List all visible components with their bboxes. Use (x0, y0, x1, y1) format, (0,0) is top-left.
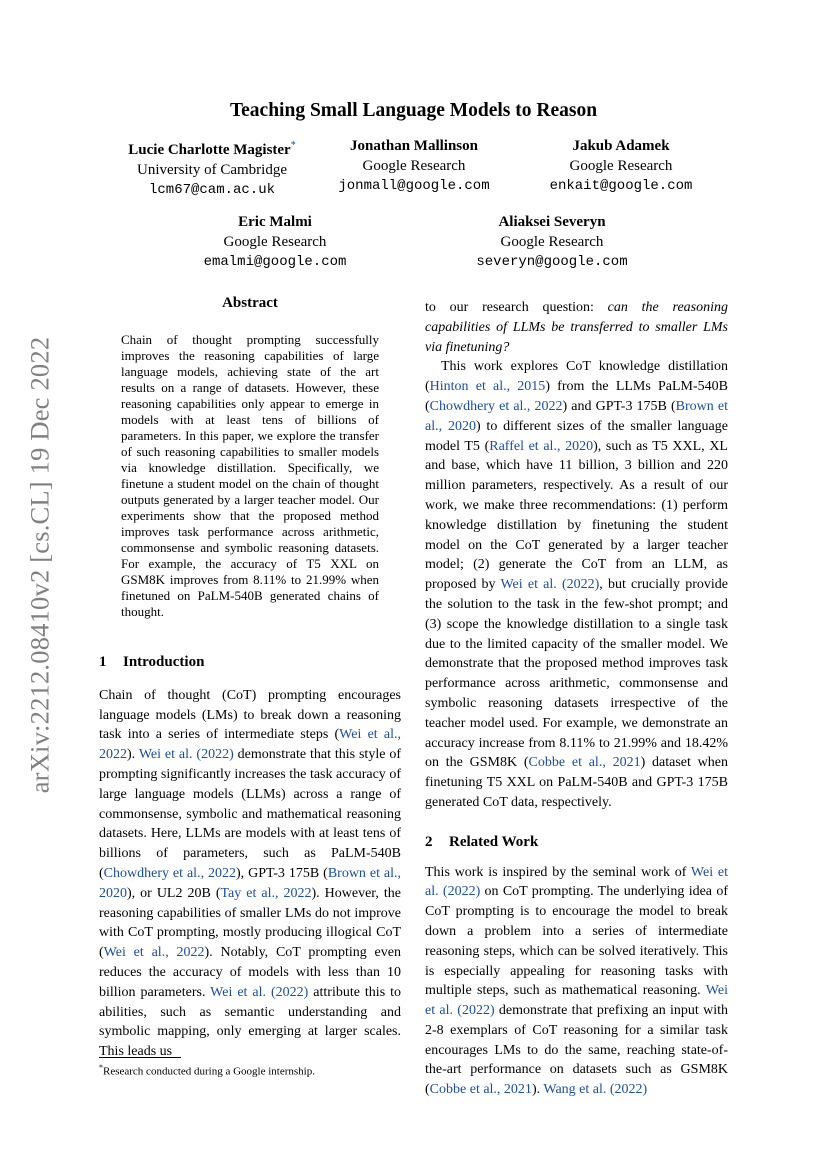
intro-section (99, 653, 401, 1062)
research-question: can the reasoning capabilities of LLMs be transferred to smaller LMs via finetuning? (425, 300, 728, 355)
citation-link[interactable]: Chowdhery et al., 2022 (429, 398, 563, 414)
citation-link[interactable]: Wei et al. (2022) (500, 577, 600, 593)
related-heading (425, 833, 728, 853)
citation-link[interactable]: Wei et al. (2022) (138, 747, 234, 763)
author-affiliation: Google Research (223, 234, 327, 250)
author-name: Jakub Adamek (572, 138, 670, 154)
right-column (425, 298, 728, 1100)
citation-link[interactable]: Tay et al., 2022 (220, 885, 312, 901)
author-block (432, 212, 672, 272)
citation-link[interactable]: Chowdhery et al., 2022 (103, 865, 237, 881)
intro-heading (99, 653, 401, 673)
author-name: Eric Malmi (238, 214, 312, 230)
citation-link[interactable]: Cobbe et al., 2021 (528, 755, 641, 771)
arxiv-stamp (0, 0, 70, 1169)
author-affiliation: University of Cambridge (137, 162, 287, 178)
question-paragraph: to our research question: can the reasoning capabilities of LLMs be transferred to smaller LMs via finetuning? (425, 300, 728, 355)
author-email[interactable]: emalmi@google.com (203, 254, 347, 270)
section-number: 1 (99, 654, 107, 670)
intro-paragraph: Chain of thought (CoT) prompting encourages language models (LMs) to break down a reasoning task into a series of intermediate steps (Wei et al., 2022). Wei et al. (2022) demonstrate that this style of prompting significantly increases the task accuracy of large language models (LLMs) across a range of commonsense, symbolic and mathematical reasoning datasets. Here, LLMs are models with at least tens of billions of parameters, such as PaLM-540B (Chowdhery et al., 2022), GPT-3 175B (Brown et al., 2020), or UL2 20B (Tay et al., 2022). However, the reasoning capabilities of smaller LMs do not improve with CoT prompting, mostly producing illogical CoT (Wei et al., 2022). Notably, CoT prompting even reduces the accuracy of models with less than 10 billion parameters. Wei et al. (2022) attribute this to abilities, such as semantic understanding and symbolic mapping, only emerging at larger scales. This leads us (99, 687, 402, 1060)
citation-link[interactable]: Cobbe et al., 2021 (429, 1082, 532, 1098)
paper-title: Teaching Small Language Models to Reason (229, 100, 598, 121)
author-name: Lucie Charlotte Magister (128, 142, 291, 158)
author-email[interactable]: enkait@google.com (549, 178, 693, 194)
arxiv-stamp-text: arXiv:2212.08410v2 [cs.CL] 19 Dec 2022 (24, 336, 55, 794)
author-name: Aliaksei Severyn (498, 214, 606, 230)
author-affiliation: Google Research (569, 158, 673, 174)
abstract-heading-wrap (99, 294, 401, 314)
citation-link[interactable]: Raffel et al., 2020 (489, 438, 594, 454)
author-block (501, 136, 741, 196)
citation-link[interactable]: Hinton et al., 2015 (429, 379, 546, 395)
abstract-text: Chain of thought prompting successfully improves the reasoning capabilities of large language models, achieving state of the art results on a range of datasets. However, these reasoning capabilities only appear to emerge in models with at least tens of billions of parameters. In this paper, we explore the transfer of such reasoning capabilities to smaller models via knowledge distillation. Specifically, we finetune a student model on the chain of thought outputs generated by a larger teacher model. Our experiments show that the proposed method improves task performance across arithmetic, commonsense and symbolic reasoning datasets. For example, the accuracy of T5 XXL on GSM8K improves from 8.11% to 21.99% when finetuned on PaLM-540B generated chains of thought. (121, 332, 379, 619)
author-affiliation: Google Research (362, 158, 466, 174)
section-title: Introduction (123, 654, 205, 670)
author-block (155, 212, 395, 272)
author-block (294, 136, 534, 196)
author-email[interactable]: lcm67@cam.ac.uk (148, 182, 276, 198)
author-name: Jonathan Mallinson (350, 138, 478, 154)
citation-link[interactable]: Wang et al. (2022) (543, 1082, 648, 1098)
author-mark: * (290, 140, 296, 151)
section-title: Related Work (449, 833, 539, 850)
footnote (99, 1061, 399, 1079)
abstract-heading: Abstract (222, 295, 278, 311)
footnote-mark: * (99, 1063, 103, 1072)
body-paragraph: This work explores CoT knowledge distillation (Hinton et al., 2015) from the LLMs PaLM-540B (Chowdhery et al., 2022) and GPT-3 175B (Brown et al., 2020) to different sizes of the smaller language model T5 (Raffel et al., 2020), such as T5 XXL, XL and base, which have 11 billion, 3 billion and 220 million parameters, respectively. As a result of our work, we make three recommendations: (1) perform knowledge distillation by finetuning the student model on the CoT generated by a larger teacher model; (2) generate the CoT from an LLM, as proposed by Wei et al. (2022), but crucially provide the solution to the task in the few-shot prompt; and (3) scope the knowledge distillation to a single task due to the limited capacity of the smaller model. We demonstrate that the proposed method improves task performance across arithmetic, commonsense and symbolic reasoning datasets irrespective of the teacher model used. For example, we demonstrate an accuracy increase from 8.11% to 21.99% and 18.42% on the GSM8K (Cobbe et al., 2021) dataset when finetuning T5 XXL on PaLM-540B and GPT-3 175B generated CoT data, respectively. (425, 359, 728, 810)
related-paragraph: This work is inspired by the seminal work of Wei et al. (2022) on CoT prompting. The underlying idea of CoT prompting is to encourage the model to break down a problem into a series of intermediate reasoning steps, which can be solved iteratively. This is especially appealing for reasoning tasks with multiple steps, such as mathematical reasoning. Wei et al. (2022) demonstrate that prefixing an input with 2-8 exemplars of CoT reasoning for a similar task encourages LMs to do the same, reaching state-of-the-art performance on datasets such as GSM8K (Cobbe et al., 2021). Wang et al. (2022) (425, 864, 728, 1098)
citation-link[interactable]: Wei et al. (2022) (425, 983, 728, 1019)
citation-link[interactable]: Brown et al., 2020 (99, 865, 401, 901)
citation-link[interactable]: Wei et al. (2022) (425, 864, 728, 900)
author-email[interactable]: jonmall@google.com (338, 178, 490, 194)
citation-link[interactable]: Brown et al., 2020 (425, 398, 728, 434)
footnote-rule (99, 1057, 181, 1058)
citation-link[interactable]: Wei et al., 2022 (99, 727, 401, 763)
citation-link[interactable]: Wei et al., 2022 (103, 945, 205, 961)
author-email[interactable]: severyn@google.com (476, 254, 628, 270)
section-number: 2 (425, 833, 433, 850)
citation-link[interactable]: Wei et al. (2022) (210, 984, 309, 1000)
author-affiliation: Google Research (500, 234, 604, 250)
footnote-text: Research conducted during a Google internship. (103, 1065, 315, 1078)
abstract-body (121, 332, 379, 620)
